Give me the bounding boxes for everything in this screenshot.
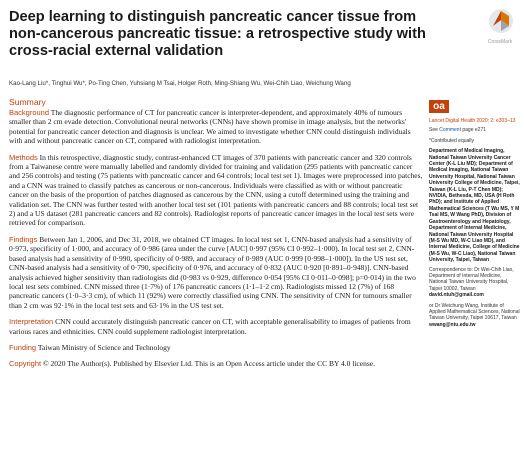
crossmark-label: CrossMark <box>487 39 513 45</box>
section-text: In this retrospective, diagnostic study, contrast-enhanced CT images of 370 patients with pancreatic cancer and 320 controls from a Taiwanese centre were manually labelled and randomly divided for training and validation (295 patients with pancreatic cancer and 256 controls) and testing (75 patients with pancreatic cancer and 64 controls; local test set 1). Images were preprocessed into patches, and a CNN was trained to classify patches as cancerous or non-cancerous. Individuals were classified as with or without pancreatic cancer on the basis of the proportion of patches diagnosed as cancerous by the CNN, using a cutoff determined using the training and validation set. The CNN was further tested with another local test set (101 patients with pancreatic cancers and 88 controls; local test set 2) and a US dataset (281 pancreatic cancers and 82 controls). Radiologist reports of pancreatic cancer images in the local test sets were retrieved for comparison. <box>9 152 423 228</box>
section-text: CNN could accurately distinguish pancreatic cancer on CT, with acceptable generalisability to images of patients from various races and ethnicities. CNN could supplement radiologist interpretation. <box>9 317 411 336</box>
contributed-note: *Contributed equally <box>429 137 475 144</box>
comment-prefix: See <box>429 127 440 134</box>
crossmark-icon[interactable] <box>487 8 515 38</box>
section-label: Background <box>9 108 50 117</box>
author-list: Kao-Lang Liu*, Tinghui Wu*, Po-Ting Chen, Yuhsiang M Tsai, Holger Roth, Ming-Shiang Wu, Wei-Chih Liao, Weichung Wang <box>9 80 351 87</box>
copyright-section <box>9 359 424 368</box>
article-title: Deep learning to distinguish pancreatic cancer tissue from non-cancerous pancreatic tissue: a retrospective study with cross-racial external validation <box>9 9 426 59</box>
section-label: Findings <box>9 234 38 244</box>
methods-section <box>9 153 424 228</box>
comment-suffix: page e271 <box>460 127 487 134</box>
comment-link[interactable]: Comment <box>439 127 461 134</box>
section-label: Methods <box>9 152 38 162</box>
section-label: Interpretation <box>9 317 54 327</box>
article-sidebar <box>429 118 521 328</box>
open-access-logo: oa <box>429 100 449 113</box>
journal-citation: Lancet Digital Health 2020; 2: e303–13 <box>429 118 516 124</box>
correspondence-text: or Dr Weichung Wang, Institute of Applied Mathematical Sciences, National Taiwan University, Taipei 10617, Taiwan <box>429 302 520 322</box>
interpretation-section <box>9 317 424 336</box>
section-text: Taiwan Ministry of Science and Technology <box>36 342 171 352</box>
section-text: Between Jan 1, 2006, and Dec 31, 2018, we obtained CT images. In local test set 1, CNN-based analysis had a sensitivity of 0·973, specificity of 1·000, and accuracy of 0·986 (area under the curve [AUC] 0·997 (95% CI 0·992–1·000). In local test set 2, CNN-based analysis had a sensitivity of 0·990, specificity of 0·989, and accuracy of 0·989 (AUC 0·999 [0·998–1·000]). In the US test set, CNN-based analysis had a sensitivity of 0·790, specificity of 0·976, and accuracy of 0·832 (AUC 0·920 [0·891–0·948)]. CNN-based analysis achieved higher sensitivity than radiologists did (0·983 vs 0·929, difference 0·054 [95% CI 0·011–0·098]; p=0·014) in the two local test sets combined. CNN missed three (1·7%) of 176 pancreatic cancers (1·1–1·2 cm). Radiologists missed 12 (7%) of 168 pancreatic cancers (1·0–3·3 cm), of which 11 (92%) were correctly classified using CNN. The sensitivity of CNN for tumours smaller than 2 cm was 92·1% in the local test sets and 63·1% in the US test set. <box>9 234 416 310</box>
correspondence-text: Correspondence to: Dr Wei-Chih Liao, Department of Internal Medicine, National Taiwan University Hospital, Taipei 10002, Taiwan <box>429 266 514 292</box>
section-label: Funding <box>9 342 37 352</box>
abstract <box>9 97 424 376</box>
background-section <box>9 108 424 146</box>
section-text: The diagnostic performance of CT for pancreatic cancer is interpreter-dependent, and approximately 40% of tumours smaller than 2 cm evade detection. Convolutional neural networks (CNNs) have shown promise in image analysis, but the networks' potential for pancreatic cancer detection and diagnosis is unclear. We aimed to investigate whether CNN could distinguish individuals with and without pancreatic cancer on CT, compared with radiologist interpretation. <box>9 108 411 146</box>
section-text: © 2020 The Author(s). Published by Elsevier Ltd. This is an Open Access article under the CC BY 4.0 license. <box>41 359 375 369</box>
funding-section <box>9 343 424 352</box>
comment-note <box>429 127 521 133</box>
email-link[interactable]: wwang@ntu.edu.tw <box>429 321 476 328</box>
affiliations: Department of Medical Imaging, National Taiwan University Cancer Center (K-L Liu MD); Department of Medical Imaging, National Taiwan University Hospital, National Taiwan University College of Medicine, Taipei, Taiwan (K-L Liu, P-T Chen MD); NVIDIA, Bethesda, MD, USA (H Roth PhD); and Institute of Applied Mathematical Sciences (T Wu MS, Y M Tsai MS, W Wang PhD), Division of Gastroenterology and Hepatology, Department of Internal Medicine, National Taiwan University Hospital (M-S Wu MD, W-C Liao MD), and Internal Medicine, College of Medicine (M-S Wu, W-C Liao), National Taiwan University, Taipei, Taiwan <box>429 148 520 264</box>
email-link[interactable]: david.ntuh@gmail.com <box>429 292 484 299</box>
section-label: Copyright <box>9 359 42 369</box>
findings-section <box>9 235 424 310</box>
summary-heading: Summary <box>9 97 46 107</box>
